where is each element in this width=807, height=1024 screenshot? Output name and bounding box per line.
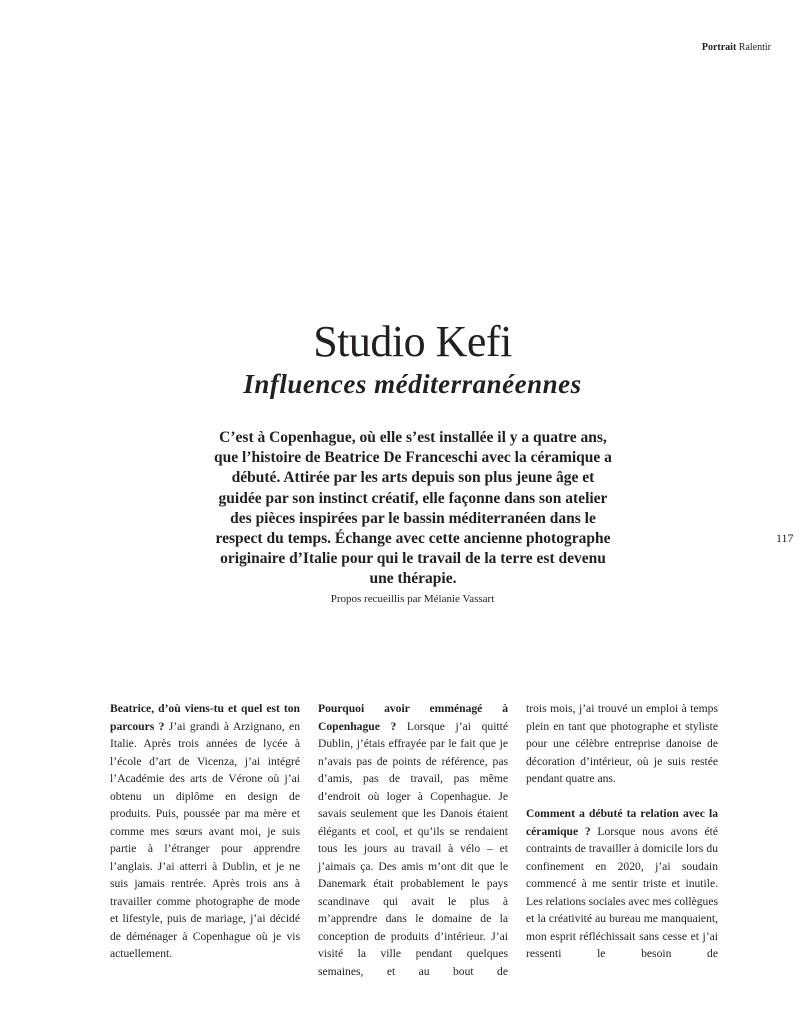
interview-answer: Lorsque nous avons été contraints de travailler à domicile lors du confinement en 2020, j’ai soudain commencé à me sentir triste et inutile. Les relations sociales avec mes collègues et la créativité au bureau me manquaient, mon esprit réfléchissait sans cesse et j’ai ressenti le besoin de <box>526 824 718 960</box>
article-lede: C’est à Copenhague, où elle s’est installée il y a quatre ans, que l’histoire de Beatrice De Franceschi avec la céramique a débuté. Attirée par les arts depuis son plus jeune âge et guidée par son instinct créatif, elle façonne dans son atelier des pièces inspirées par le bassin méditerranéen dans le respect du temps. Échange avec cette ancienne photographe originaire d’Italie pour qui le travail de la terre est devenu une thérapie. <box>214 429 612 588</box>
interview-paragraph <box>526 805 718 963</box>
article-title: Studio Kefi <box>313 317 512 366</box>
body-column-2 <box>318 700 508 980</box>
interview-answer: Lorsque j’ai quitté Dublin, j’étais effrayée par le fait que je n’avais pas de points de référence, pas d’amis, pas de travail, pas même d’endroit où loger à Copenhague. Je savais seulement que les Danois étaient élégants et cool, et qu’ils se rendaient tous les jours au travail à vélo – et j’aimais ça. Des amis m’ont dit que le Danemark était probablement le pays scandinave qui avait le plus à m’apprendre dans le domaine de la conception de produits d’intérieur. J’ai visité la ville pendant quelques semaines, et au bout de <box>318 719 508 978</box>
page-number: 117 <box>776 531 794 545</box>
interview-question: Comment a débuté ta relation avec la céramique ? <box>526 807 718 838</box>
article-subtitle: Influences méditerranéennes <box>243 369 582 399</box>
interview-question: Beatrice, d’où viens-tu et quel est ton parcours ? <box>110 702 300 733</box>
interview-paragraph <box>318 700 508 980</box>
interview-paragraph <box>110 700 300 963</box>
body-column-1 <box>110 700 300 963</box>
interview-paragraph-continued <box>526 700 718 788</box>
interview-answer: J’ai grandi à Arzignano, en Italie. Après trois années de lycée à l’école d’art de Vicenza, j’ai intégré l’Académie des arts de Vérone où j’ai obtenu un diplôme en design de produits. Puis, poussée par ma mère et comme mes sœurs avant moi, je suis partie à l’étranger pour apprendre l’anglais. J’ai atterri à Dublin, et je ne suis jamais rentrée. Après trois ans à travailler comme photographe de mode et lifestyle, puis de mariage, j’ai décidé de déménager à Copenhague où je vis actuellement. <box>110 719 300 960</box>
body-column-3 <box>526 700 718 963</box>
interview-answer: trois mois, j’ai trouvé un emploi à temps plein en tant que photographe et styliste pour une célèbre entreprise danoise de décoration d’intérieur, où je suis restée pendant quatre ans. <box>526 702 718 785</box>
running-head <box>702 42 771 53</box>
running-head-name: Ralentir <box>738 42 771 53</box>
interview-question: Pourquoi avoir emménagé à Copenhague ? <box>318 702 508 733</box>
article-byline: Propos recueillis par Mélanie Vassart <box>330 593 495 605</box>
running-head-section: Portrait <box>701 42 737 53</box>
